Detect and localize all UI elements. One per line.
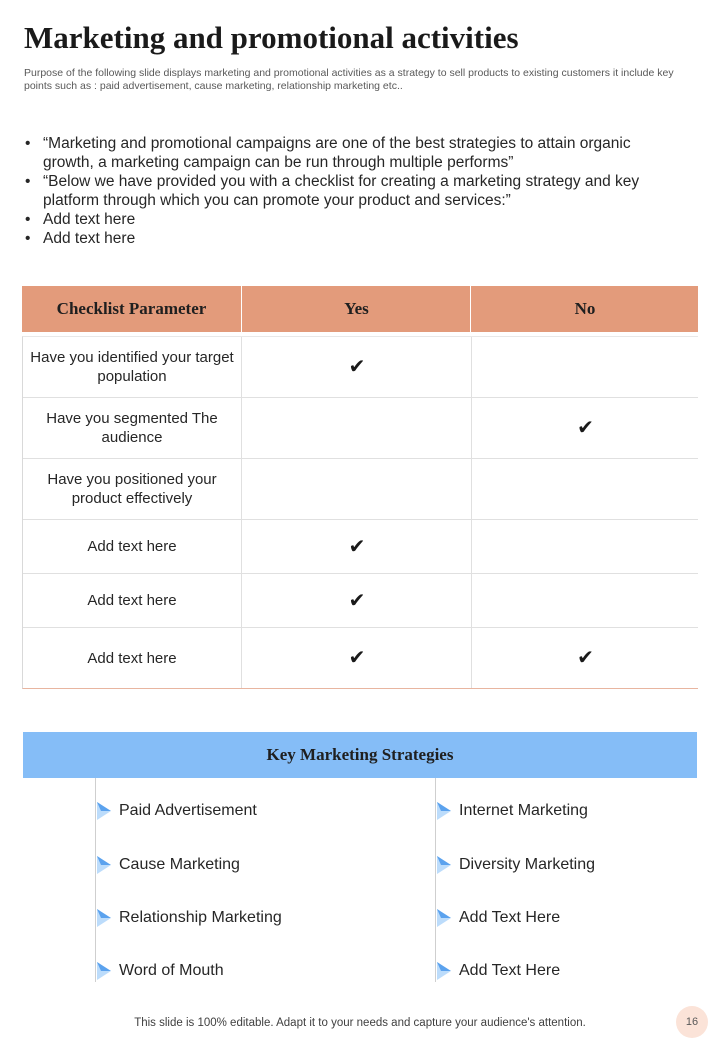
- strategy-label: Internet Marketing: [459, 802, 588, 819]
- strategy-label: Paid Advertisement: [119, 802, 257, 819]
- strategy-item: [436, 907, 560, 929]
- play-arrow-icon: [96, 855, 112, 875]
- strategy-item: [436, 854, 595, 876]
- header-checklist-parameter: Checklist Parameter: [56, 299, 207, 318]
- checklist-parameter-cell: Have you segmented The audience: [23, 398, 242, 458]
- no-cell: [472, 398, 699, 458]
- bullet-item: • Add text here: [24, 229, 674, 248]
- page-subtitle: Purpose of the following slide displays marketing and promotional activities as a strategy to sell products to existing customers it include key points such as : paid advertisement, cause marketing, relationship marketing etc..: [24, 67, 674, 92]
- strategy-item: [96, 907, 282, 929]
- checkmark-icon: ✔: [348, 356, 366, 378]
- no-cell: [472, 337, 699, 397]
- checkmark-icon: ✔: [577, 417, 594, 439]
- checklist-table-body: [22, 336, 698, 689]
- checklist-table-header: [22, 286, 698, 332]
- play-arrow-icon: [96, 908, 112, 928]
- checkmark-icon: ✔: [348, 535, 366, 558]
- strategy-label: Word of Mouth: [119, 962, 224, 979]
- page-title: Marketing and promotional activities: [24, 20, 519, 55]
- table-row: [23, 337, 698, 398]
- checkmark-icon: ✔: [348, 647, 366, 669]
- strategy-label: Cause Marketing: [119, 856, 240, 873]
- yes-cell: [243, 628, 472, 688]
- checklist-parameter-cell: Add text here: [23, 520, 242, 573]
- header-no: No: [470, 286, 699, 332]
- play-arrow-icon: [436, 801, 452, 821]
- bullet-item: • Add text here: [24, 210, 674, 229]
- bullet-item: • “Below we have provided you with a checklist for creating a marketing strategy and key platform through which you can promote your product and services:”: [24, 172, 674, 210]
- checklist-parameter-cell: Have you identified your target population: [23, 337, 242, 397]
- table-row: [23, 574, 698, 628]
- play-arrow-icon: [436, 961, 452, 981]
- table-row: [23, 520, 698, 574]
- checkmark-icon: ✔: [348, 589, 366, 612]
- strategy-item: [96, 854, 240, 876]
- no-cell: [472, 574, 699, 627]
- strategy-label: Add Text Here: [459, 909, 561, 926]
- play-arrow-icon: [96, 801, 112, 821]
- table-row: [23, 628, 698, 688]
- bullet-item: • “Marketing and promotional campaigns are one of the best strategies to attain organic growth, a marketing campaign can be run through multiple performs”: [24, 134, 674, 172]
- strategy-label: Relationship Marketing: [119, 909, 282, 926]
- strategy-item: [436, 960, 560, 982]
- strategy-label: Add Text Here: [459, 962, 561, 979]
- play-arrow-icon: [436, 908, 452, 928]
- checkmark-icon: ✔: [577, 647, 594, 669]
- yes-cell: [243, 398, 472, 458]
- yes-cell: [243, 574, 472, 627]
- strategy-item: [96, 800, 257, 822]
- footer-note: This slide is 100% editable. Adapt it to your needs and capture your audience's attention.: [134, 1017, 586, 1029]
- yes-cell: [243, 520, 472, 573]
- no-cell: [472, 628, 699, 688]
- page-number-badge: 16: [676, 1006, 708, 1038]
- checklist-parameter-cell: Add text here: [23, 628, 242, 688]
- checklist-parameter-cell: Have you positioned your product effectively: [23, 459, 242, 519]
- checklist-parameter-cell: Add text here: [23, 574, 242, 627]
- checklist-table: [22, 286, 698, 689]
- strategy-item: [96, 960, 224, 982]
- header-yes: Yes: [241, 286, 471, 332]
- key-marketing-strategies-header: Key Marketing Strategies: [23, 732, 697, 778]
- strategy-item: [436, 800, 588, 822]
- no-cell: [472, 520, 699, 573]
- strategy-label: Diversity Marketing: [459, 856, 596, 873]
- table-row: [23, 398, 698, 459]
- intro-bullet-list: [24, 134, 674, 248]
- play-arrow-icon: [96, 961, 112, 981]
- table-row: [23, 459, 698, 520]
- yes-cell: [243, 337, 472, 397]
- yes-cell: [243, 459, 472, 519]
- play-arrow-icon: [436, 855, 452, 875]
- no-cell: [472, 459, 699, 519]
